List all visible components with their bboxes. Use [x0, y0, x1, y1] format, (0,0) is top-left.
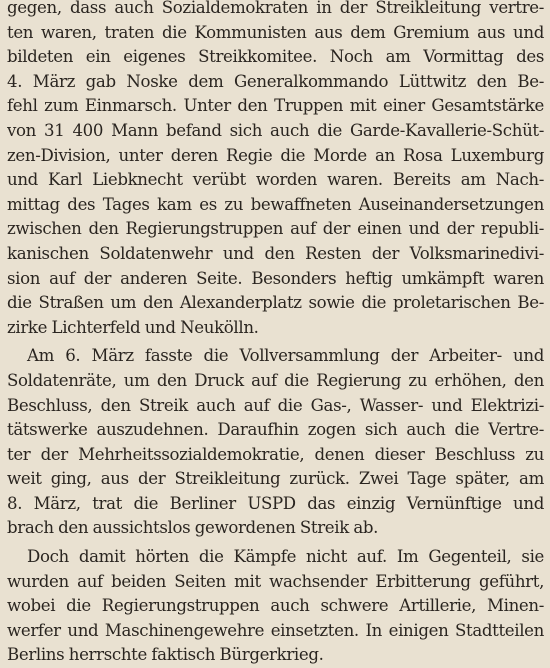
text-line: die Straßen um den Alexanderplatz sowie die proletarischen Be- — [7, 293, 544, 313]
text-line: gegen, dass auch Sozialdemokraten in der Streikleitung vertre- — [7, 0, 544, 17]
text-line: zirke Lichterfeld und Neukölln. — [7, 317, 259, 337]
text-line: tätswerke auszudehnen. Daraufhin zogen sich auch die Vertre- — [7, 420, 544, 440]
text-line: und Karl Liebknecht verübt worden waren. Bereits am Nach- — [7, 170, 544, 190]
text-line: Beschluss, den Streik auch auf die Gas-, Wasser- und Elektrizi- — [7, 395, 544, 415]
text-line: 4. März gab Noske dem Generalkommando Lüttwitz den Be- — [7, 71, 544, 91]
text-line: ten waren, traten die Kommunisten aus dem Gremium aus und — [7, 22, 544, 42]
text-line: wurden auf beiden Seiten mit wachsender Erbitterung geführt, — [7, 571, 544, 591]
paragraph-civil-war — [7, 545, 544, 668]
text-line: zen-Division, unter deren Regie die Morde an Rosa Luxemburg — [7, 145, 544, 165]
text-line: Am 6. März fasste die Vollversammlung der Arbeiter- und — [27, 346, 544, 366]
text-line: kanischen Soldatenwehr und den Resten der Volksmarinedivi- — [7, 243, 544, 263]
text-line: weit ging, aus der Streikleitung zurück. Zwei Tage später, am — [7, 469, 544, 489]
paragraph-continued — [7, 0, 544, 340]
text-line: werfer und Maschinengewehre einsetzten. In einigen Stadtteilen — [7, 620, 544, 640]
text-line: zwischen den Regierungstruppen auf der einen und der republi- — [7, 219, 544, 239]
text-line: Doch damit hörten die Kämpfe nicht auf. Im Gegenteil, sie — [27, 547, 544, 567]
text-line: von 31 400 Mann befand sich auch die Garde-Kavallerie-Schüt- — [7, 120, 544, 140]
text-line: ter der Mehrheitssozialdemokratie, denen dieser Beschluss zu — [7, 444, 544, 464]
text-line: brach den aussichtslos gewordenen Streik ab. — [7, 518, 379, 538]
text-line: 8. März, trat die Berliner USPD das einzig Vernünftige und — [7, 493, 544, 513]
text-line: sion auf der anderen Seite. Besonders heftig umkämpft waren — [7, 268, 544, 288]
text-line: bildeten ein eigenes Streikkomitee. Noch am Vormittag des — [7, 47, 544, 67]
text-line: Berlins herrschte faktisch Bürgerkrieg. — [7, 645, 324, 665]
text-line: Soldatenräte, um den Druck auf die Regierung zu erhöhen, den — [7, 370, 544, 390]
paragraph-march-6 — [7, 344, 544, 541]
text-line: wobei die Regierungstruppen auch schwere Artillerie, Minen- — [7, 596, 544, 616]
text-line: fehl zum Einmarsch. Unter den Truppen mit einer Gesamtstärke — [7, 96, 544, 116]
text-line: mittag des Tages kam es zu bewaffneten Auseinandersetzungen — [7, 194, 544, 214]
